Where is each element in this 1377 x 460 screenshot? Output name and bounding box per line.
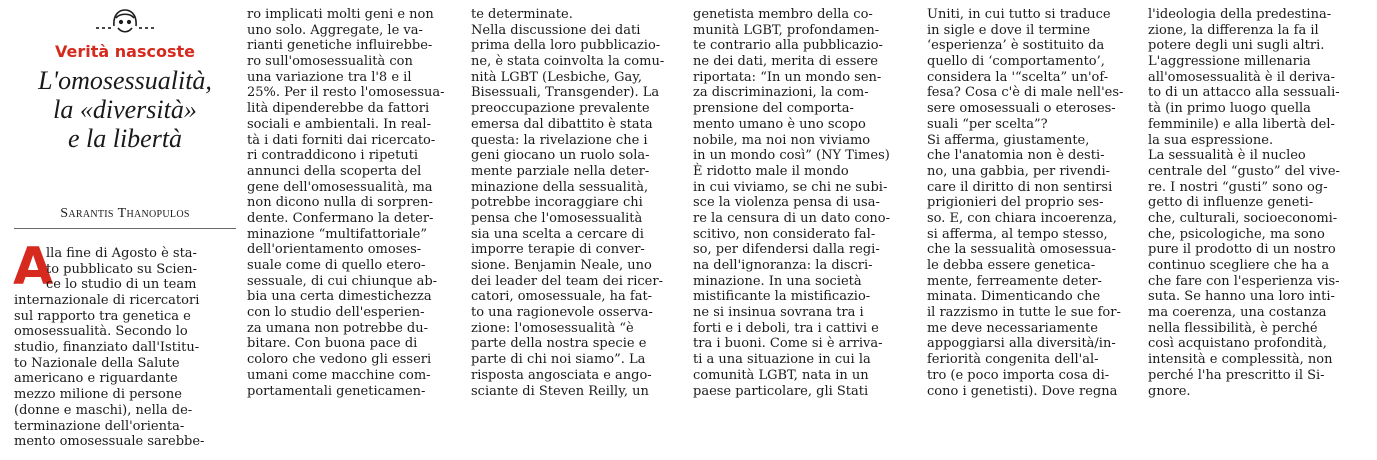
text-line: terminazione dell'orienta- bbox=[14, 418, 185, 434]
text-line: getto di influenze geneti- bbox=[1148, 195, 1314, 211]
text-line: sce la violenza pensa di usa- bbox=[693, 195, 880, 211]
text-line: lla fine di Agosto è sta- bbox=[46, 246, 197, 261]
text-line: nella flessibilità, è perché bbox=[1148, 320, 1318, 336]
text-line: perché l'ha prescritto il Si- bbox=[1148, 367, 1325, 383]
text-line: imporre terapie di conver- bbox=[471, 242, 645, 258]
text-line: forti e i deboli, tra i cattivi e bbox=[693, 320, 879, 336]
text-line: zione: l'omosessualità “è bbox=[471, 320, 634, 336]
byline-divider bbox=[14, 228, 236, 229]
text-line: care il diritto di non sentirsi bbox=[927, 179, 1113, 195]
text-line: in sigle e dove il termine bbox=[927, 22, 1091, 38]
text-line: prensione del comporta- bbox=[693, 101, 854, 117]
text-line: sciante di Steven Reilly, un bbox=[471, 383, 649, 399]
text-line: Nella discussione dei dati bbox=[471, 22, 641, 38]
text-line: pensa che l'omosessualità bbox=[471, 210, 643, 226]
text-line: quello di ‘comportamento’, bbox=[927, 54, 1105, 70]
text-line: sociali e ambientali. In real- bbox=[247, 116, 431, 132]
text-line: tro (e poco importa cosa di- bbox=[927, 367, 1110, 383]
text-line: paese particolare, gli Stati bbox=[693, 383, 869, 399]
drop-cap: A bbox=[13, 237, 54, 297]
text-line: La sessualità è il nucleo bbox=[1148, 148, 1306, 164]
text-line: genetista membro della co- bbox=[693, 7, 873, 22]
text-line: to Nazionale della Salute bbox=[14, 355, 180, 371]
text-line: ‘esperienza’ è sostituito da bbox=[927, 38, 1105, 54]
text-line: sione. Benjamin Neale, uno bbox=[471, 258, 652, 273]
title-line: L'omosessualità, bbox=[38, 66, 212, 95]
text-line: parte della nostra specie e bbox=[471, 336, 647, 352]
text-line: na dell'ignoranza: la discri- bbox=[693, 258, 873, 273]
text-column-3 bbox=[471, 7, 689, 399]
text-line: con lo studio dell'esperien- bbox=[247, 305, 425, 321]
text-line: (donne e maschi), nella de- bbox=[14, 402, 193, 418]
cartoon-face-logo bbox=[70, 6, 180, 36]
author-byline bbox=[20, 206, 230, 222]
text-column-1 bbox=[46, 246, 246, 293]
text-line: sia una scelta a cercare di bbox=[471, 226, 644, 242]
text-line: uno solo. Aggregate, le va- bbox=[247, 22, 423, 38]
author-first-name: Sarantis bbox=[60, 206, 114, 221]
text-line: dell'orientamento omoses- bbox=[247, 242, 422, 258]
author-last-name: Thanopulos bbox=[117, 206, 190, 221]
text-line: in un mondo così” (NY Times) bbox=[693, 148, 890, 164]
text-line: ne si insinua sovrana tra i bbox=[693, 305, 864, 321]
text-line: mente, ferreamente deter- bbox=[927, 273, 1102, 289]
text-line: potrebbe incoraggiare chi bbox=[471, 195, 643, 211]
text-line: che fare con l'esperienza vis- bbox=[1148, 273, 1340, 289]
text-line: riportata: “In un mondo sen- bbox=[693, 69, 882, 85]
text-line: ro sull'omosessualità con bbox=[247, 54, 413, 70]
text-line: mento omosessuale sarebbe- bbox=[14, 434, 205, 450]
text-line: Uniti, in cui tutto si traduce bbox=[927, 7, 1111, 22]
text-line: minazione “multifattoriale” bbox=[247, 226, 427, 242]
text-line: geni giocano un ruolo sola- bbox=[471, 148, 650, 164]
text-line: intensità e complessità, non bbox=[1148, 352, 1333, 368]
text-line: ce lo studio di un team bbox=[46, 277, 197, 293]
text-line: la sua espressione. bbox=[1148, 132, 1274, 148]
text-line: mistificante la mistificazio- bbox=[693, 289, 871, 305]
text-line: to una ragionevole osserva- bbox=[471, 305, 653, 321]
text-line: to di un attacco alla sessuali- bbox=[1148, 85, 1340, 101]
text-line: studio, finanziato dall'Istitu- bbox=[14, 340, 200, 356]
text-line: non dicono nulla di sorpren- bbox=[247, 195, 433, 211]
text-line: bia una certa dimestichezza bbox=[247, 289, 432, 305]
text-line: te determinate. bbox=[471, 7, 573, 22]
text-line: fesa? Cosa c'è di male nell'es- bbox=[927, 85, 1124, 101]
text-line: coloro che vedono gli esseri bbox=[247, 352, 432, 368]
text-line: nobile, ma noi non viviamo bbox=[693, 132, 871, 148]
text-line: comunità LGBT, nata in un bbox=[693, 367, 869, 383]
text-line: catori, omosessuale, ha fat- bbox=[471, 289, 653, 305]
text-line: cono i genetisti). Dove regna bbox=[927, 383, 1118, 399]
text-line: nità LGBT (Lesbiche, Gay, bbox=[471, 69, 643, 85]
text-line: sere omosessuali o eteroses- bbox=[927, 101, 1116, 117]
text-line: il razzismo in tutte le sue for- bbox=[927, 305, 1121, 321]
text-line: mento umano è uno scopo bbox=[693, 116, 866, 132]
text-column-1-full bbox=[14, 293, 246, 450]
text-line: dei leader del team dei ricer- bbox=[471, 273, 663, 289]
text-line: to pubblicato su Scien- bbox=[46, 261, 198, 277]
text-line: questa: la rivelazione che i bbox=[471, 132, 648, 148]
text-line: internazionale di ricercatori bbox=[14, 293, 200, 308]
text-line: re la censura di un dato cono- bbox=[693, 210, 891, 226]
text-line: umani come macchine com- bbox=[247, 367, 431, 383]
text-line: mezzo milione di persone bbox=[14, 387, 182, 403]
text-line: femminile) e alla libertà del- bbox=[1148, 116, 1335, 132]
text-line: le debba essere genetica- bbox=[927, 258, 1096, 273]
text-line: rianti genetiche influirebbe- bbox=[247, 38, 433, 54]
text-line: mente parziale nella deter- bbox=[471, 163, 650, 179]
text-line: Si afferma, giustamente, bbox=[927, 132, 1090, 148]
text-column-5 bbox=[927, 7, 1145, 399]
text-line: so. E, con chiara incoerenza, bbox=[927, 210, 1117, 226]
text-line: gnore. bbox=[1148, 383, 1191, 399]
text-line: za umana non potrebbe du- bbox=[247, 320, 428, 336]
text-line: che, culturali, socioeconomi- bbox=[1148, 210, 1338, 226]
title-line: la «diversità» bbox=[53, 95, 197, 124]
text-line: tà (in primo luogo quella bbox=[1148, 101, 1311, 117]
text-line: suta. Se hanno una loro inti- bbox=[1148, 289, 1335, 305]
text-line: bitare. Con buona pace di bbox=[247, 336, 418, 352]
text-line: continuo scegliere che ha a bbox=[1148, 258, 1330, 273]
text-line: ro implicati molti geni e non bbox=[247, 7, 434, 22]
text-line: so, per difendersi dalla regi- bbox=[693, 242, 880, 258]
text-line: zione, la differenza la fa il bbox=[1148, 22, 1319, 38]
section-rubric: Verità nascoste bbox=[55, 42, 195, 61]
text-line: annunci della scoperta del bbox=[247, 163, 422, 179]
text-line: parte di chi noi siamo”. La bbox=[471, 352, 646, 368]
text-line: considera la '“scelta” un'of- bbox=[927, 69, 1109, 85]
text-line: emersa dal dibattito è stata bbox=[471, 116, 653, 132]
text-line: che, psicologiche, ma sono bbox=[1148, 226, 1325, 242]
text-line: portamentali geneticamen- bbox=[247, 383, 426, 399]
text-line: feriorità congenita dell'al- bbox=[927, 352, 1099, 368]
text-line: così acquistano profondità, bbox=[1148, 336, 1327, 352]
text-line: centrale del “gusto” del vive- bbox=[1148, 163, 1340, 179]
text-line: risposta angosciata e ango- bbox=[471, 367, 652, 383]
text-line: L'aggressione millenaria bbox=[1148, 54, 1311, 70]
text-line: ri contraddicono i ripetuti bbox=[247, 148, 419, 164]
text-column-4 bbox=[693, 7, 913, 399]
text-line: te contrario alla pubblicazio- bbox=[693, 38, 883, 54]
text-line: no, una gabbia, per rivendi- bbox=[927, 163, 1110, 179]
text-line: americano e riguardante bbox=[14, 371, 178, 387]
text-line: ma coerenza, una costanza bbox=[1148, 305, 1327, 321]
text-line: omosessualità. Secondo lo bbox=[14, 324, 188, 340]
text-line: appoggiarsi alla diversità/in- bbox=[927, 336, 1116, 352]
text-line: sessuale, di cui chiunque ab- bbox=[247, 273, 438, 289]
text-line: che la sessualità omosessua- bbox=[927, 242, 1116, 258]
text-line: ne dei dati, merita di essere bbox=[693, 54, 878, 70]
text-line: una variazione tra l'8 e il bbox=[247, 69, 412, 85]
text-line: minazione. In una società bbox=[693, 273, 862, 289]
text-line: prima della loro pubblicazio- bbox=[471, 38, 661, 54]
text-line: Bisessuali, Transgender). La bbox=[471, 85, 660, 101]
text-line: pure il prodotto di un nostro bbox=[1148, 242, 1336, 258]
text-line: suale come di quello etero- bbox=[247, 258, 426, 273]
text-line: ne, è stata coinvolta la comu- bbox=[471, 54, 665, 70]
title-line: e la libertà bbox=[67, 124, 183, 153]
text-line: minata. Dimenticando che bbox=[927, 289, 1101, 305]
text-line: 25%. Per il resto l'omosessua- bbox=[247, 85, 445, 101]
text-column-6 bbox=[1148, 7, 1374, 399]
text-line: re. I nostri “gusti” sono og- bbox=[1148, 179, 1328, 195]
article-header bbox=[14, 6, 236, 153]
text-line: lità dipenderebbe da fattori bbox=[247, 101, 430, 117]
text-line: za discriminazioni, la com- bbox=[693, 85, 869, 101]
text-column-2 bbox=[247, 7, 467, 399]
text-line: sul rapporto tra genetica e bbox=[14, 308, 191, 324]
text-line: me deve necessariamente bbox=[927, 320, 1098, 336]
text-line: tra i buoni. Come si è arriva- bbox=[693, 336, 883, 352]
text-line: gene dell'omosessualità, ma bbox=[247, 179, 433, 195]
text-line: È ridotto male il mondo bbox=[693, 163, 849, 179]
text-line: l'ideologia della predestina- bbox=[1148, 7, 1332, 22]
text-line: dente. Confermano la deter- bbox=[247, 210, 434, 226]
text-line: all'omosessualità è il deriva- bbox=[1148, 69, 1336, 85]
text-line: potere degli uni sugli altri. bbox=[1148, 38, 1325, 54]
text-line: suali “per scelta”? bbox=[927, 116, 1048, 132]
text-line: in cui viviamo, se chi ne subi- bbox=[693, 179, 888, 195]
text-line: scitivo, non considerato fal- bbox=[693, 226, 876, 242]
text-line: munità LGBT, profondamen- bbox=[693, 22, 880, 38]
text-line: si afferma, al tempo stesso, bbox=[927, 226, 1108, 242]
text-line: prigionieri del proprio ses- bbox=[927, 195, 1104, 211]
text-line: minazione della sessualità, bbox=[471, 179, 649, 195]
article-title bbox=[14, 66, 236, 153]
text-line: ti a una situazione in cui la bbox=[693, 352, 871, 368]
text-line: preoccupazione prevalente bbox=[471, 101, 650, 117]
text-line: che l'anatomia non è desti- bbox=[927, 148, 1105, 164]
text-line: tà i dati forniti dai ricercato- bbox=[247, 132, 436, 148]
